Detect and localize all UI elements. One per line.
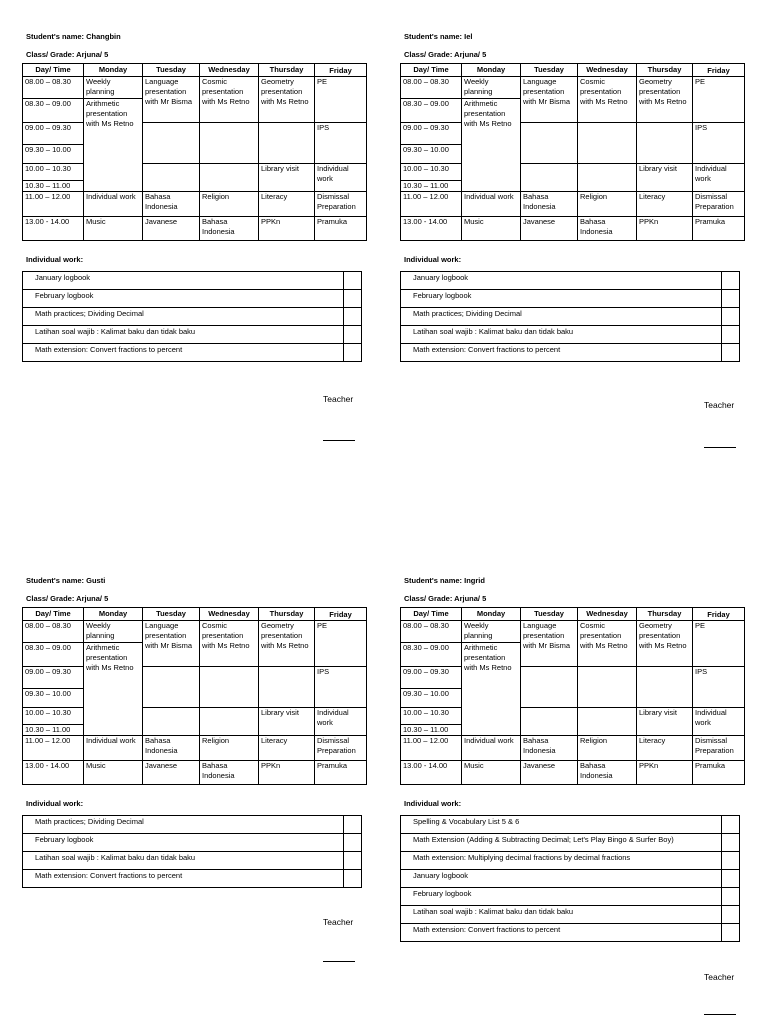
- schedule-header-row: [23, 64, 367, 77]
- cell-ips: IPS: [693, 123, 745, 164]
- cell-bahasa-indonesia: Bahasa Indonesia: [521, 736, 578, 761]
- time-cell: 09.00 – 09.30: [23, 123, 84, 145]
- teacher-label: Teacher: [323, 917, 354, 927]
- work-item: Latihan soal wajib : Kalimat baku dan tidak baku: [23, 326, 344, 344]
- cell-empty: [521, 123, 578, 164]
- student-name: Iel: [464, 32, 473, 41]
- class-grade-line: [26, 594, 390, 604]
- time-cell: 09.00 – 09.30: [401, 123, 462, 145]
- cell-empty: [143, 164, 200, 192]
- cell-library-visit: Library visit: [637, 708, 693, 736]
- student-name-line: [26, 32, 390, 42]
- cell-ppkn: PPKn: [259, 217, 315, 241]
- work-checkbox[interactable]: [722, 326, 740, 344]
- cell-arithmetic-presentation: Arithmetic presentation with Ms Retno: [84, 99, 143, 192]
- work-checkbox[interactable]: [344, 816, 362, 834]
- time-cell: 10.00 – 10.30: [23, 708, 84, 725]
- class-grade: Arjuna/ 5: [454, 594, 487, 603]
- individual-work-table: [400, 815, 740, 942]
- cell-individual-work: Individual work: [693, 708, 745, 736]
- work-item: Math Extension (Adding & Subtracting Decimal; Let's Play Bingo & Surfer Boy): [401, 834, 722, 852]
- header-thursday: Thursday: [259, 608, 315, 621]
- header-tuesday: Tuesday: [521, 64, 578, 77]
- time-cell: 09.00 – 09.30: [401, 667, 462, 689]
- work-row: [401, 906, 740, 924]
- cell-bahasa-indonesia: Bahasa Indonesia: [143, 192, 200, 217]
- cell-bahasa-indonesia: Bahasa Indonesia: [143, 736, 200, 761]
- cell-pramuka: Pramuka: [315, 761, 367, 785]
- cell-empty: [637, 667, 693, 708]
- work-checkbox[interactable]: [722, 906, 740, 924]
- schedule-row: [23, 123, 367, 145]
- cell-music: Music: [462, 217, 521, 241]
- work-checkbox[interactable]: [722, 852, 740, 870]
- cell-individual-work: Individual work: [84, 736, 143, 761]
- cell-music: Music: [84, 217, 143, 241]
- cell-individual-work: Individual work: [693, 164, 745, 192]
- cell-religion: Religion: [578, 736, 637, 761]
- header-monday: Monday: [462, 64, 521, 77]
- cell-individual-work: Individual work: [84, 192, 143, 217]
- individual-work-title: Individual work:: [26, 255, 84, 264]
- schedule-row: [401, 123, 745, 145]
- time-cell: 13.00 - 14.00: [23, 761, 84, 785]
- student-card: [22, 576, 390, 888]
- time-cell: 11.00 – 12.00: [401, 192, 462, 217]
- schedule-row: [23, 164, 367, 181]
- work-item: Latihan soal wajib : Kalimat baku dan tidak baku: [401, 906, 722, 924]
- schedule-row: [401, 761, 745, 785]
- work-item: Math practices; Dividing Decimal: [23, 816, 344, 834]
- work-checkbox[interactable]: [722, 344, 740, 362]
- cell-library-visit: Library visit: [259, 708, 315, 736]
- class-grade: Arjuna/ 5: [76, 594, 109, 603]
- schedule-row: [23, 621, 367, 643]
- individual-work-table: [22, 815, 362, 888]
- cell-ips: IPS: [693, 667, 745, 708]
- student-name: Changbin: [86, 32, 121, 41]
- cell-empty: [578, 667, 637, 708]
- student-name-label: Student's name:: [26, 576, 85, 585]
- work-row: [23, 852, 362, 870]
- work-item: Math extension: Convert fractions to percent: [401, 924, 722, 942]
- time-cell: 08.00 – 08.30: [23, 77, 84, 99]
- schedule-table: [400, 607, 745, 785]
- cell-language-presentation: Language presentation with Mr Bisma: [521, 621, 578, 667]
- signature-line: [323, 961, 355, 962]
- cell-dismissal-preparation: Dismissal Preparation: [693, 736, 745, 761]
- header-day-time: Day/ Time: [401, 64, 462, 77]
- work-item: February logbook: [401, 888, 722, 906]
- cell-arithmetic-presentation: Arithmetic presentation with Ms Retno: [462, 643, 521, 736]
- student-card: [400, 32, 768, 362]
- work-item: Math extension: Multiplying decimal fractions by decimal fractions: [401, 852, 722, 870]
- cell-library-visit: Library visit: [259, 164, 315, 192]
- cell-pe: PE: [315, 77, 367, 123]
- cell-pramuka: Pramuka: [315, 217, 367, 241]
- cell-language-presentation: Language presentation with Mr Bisma: [521, 77, 578, 123]
- time-cell: 10.30 – 11.00: [23, 725, 84, 736]
- work-item: Math practices; Dividing Decimal: [23, 308, 344, 326]
- work-checkbox[interactable]: [344, 290, 362, 308]
- time-cell: 10.30 – 11.00: [401, 181, 462, 192]
- cell-bahasa-indonesia: Bahasa Indonesia: [578, 761, 637, 785]
- schedule-row: [23, 708, 367, 725]
- schedule-row: [23, 217, 367, 241]
- class-grade: Arjuna/ 5: [76, 50, 109, 59]
- work-row: [23, 816, 362, 834]
- header-day-time: Day/ Time: [23, 64, 84, 77]
- cell-empty: [200, 123, 259, 164]
- cell-literacy: Literacy: [259, 192, 315, 217]
- work-item: February logbook: [23, 834, 344, 852]
- work-checkbox[interactable]: [344, 272, 362, 290]
- student-name-line: [26, 576, 390, 586]
- schedule-header-row: [23, 608, 367, 621]
- class-grade-label: Class/ Grade:: [404, 594, 453, 603]
- work-checkbox[interactable]: [722, 290, 740, 308]
- work-item: January logbook: [401, 870, 722, 888]
- cell-javanese: Javanese: [521, 761, 578, 785]
- header-wednesday: Wednesday: [578, 608, 637, 621]
- work-item: February logbook: [23, 290, 344, 308]
- work-row: [401, 272, 740, 290]
- individual-work-title: Individual work:: [26, 799, 84, 808]
- schedule-row: [401, 77, 745, 99]
- time-cell: 10.30 – 11.00: [401, 725, 462, 736]
- cell-individual-work: Individual work: [462, 736, 521, 761]
- cell-language-presentation: Language presentation with Mr Bisma: [143, 621, 200, 667]
- time-cell: 11.00 – 12.00: [401, 736, 462, 761]
- individual-work-title: Individual work:: [404, 799, 462, 808]
- time-cell: 08.30 – 09.00: [401, 99, 462, 123]
- cell-empty: [259, 123, 315, 164]
- schedule-row: [23, 736, 367, 761]
- time-cell: 11.00 – 12.00: [23, 192, 84, 217]
- cell-javanese: Javanese: [143, 761, 200, 785]
- header-monday: Monday: [84, 608, 143, 621]
- time-cell: 08.30 – 09.00: [23, 99, 84, 123]
- header-thursday: Thursday: [637, 608, 693, 621]
- time-cell: 09.30 – 10.00: [23, 145, 84, 164]
- cell-ips: IPS: [315, 123, 367, 164]
- individual-work-title: Individual work:: [404, 255, 462, 264]
- cell-pramuka: Pramuka: [693, 761, 745, 785]
- header-friday: Friday: [315, 64, 367, 77]
- student-name: Gusti: [86, 576, 106, 585]
- work-row: [401, 924, 740, 942]
- cell-empty: [143, 123, 200, 164]
- header-monday: Monday: [462, 608, 521, 621]
- teacher-label: Teacher: [323, 394, 354, 404]
- schedule-slot: [22, 607, 390, 785]
- schedule-row: [23, 667, 367, 689]
- class-grade-line: [404, 50, 768, 60]
- work-row: [401, 344, 740, 362]
- cell-dismissal-preparation: Dismissal Preparation: [315, 192, 367, 217]
- student-name-label: Student's name:: [404, 32, 463, 41]
- header-day-time: Day/ Time: [401, 608, 462, 621]
- header-thursday: Thursday: [637, 64, 693, 77]
- cell-javanese: Javanese: [143, 217, 200, 241]
- cell-empty: [521, 667, 578, 708]
- time-cell: 08.00 – 08.30: [23, 621, 84, 643]
- cell-empty: [521, 708, 578, 736]
- cell-empty: [578, 123, 637, 164]
- cell-geometry-presentation: Geometry presentation with Ms Retno: [259, 621, 315, 667]
- student-name: Ingrid: [464, 576, 485, 585]
- time-cell: 10.00 – 10.30: [23, 164, 84, 181]
- schedule-row: [401, 708, 745, 725]
- cell-arithmetic-presentation: Arithmetic presentation with Ms Retno: [462, 99, 521, 192]
- schedule-slot: [22, 63, 390, 241]
- cell-language-presentation: Language presentation with Mr Bisma: [143, 77, 200, 123]
- work-row: [23, 834, 362, 852]
- student-name-line: [404, 32, 768, 42]
- work-row: [401, 834, 740, 852]
- cell-empty: [521, 164, 578, 192]
- work-row: [23, 290, 362, 308]
- cell-pramuka: Pramuka: [693, 217, 745, 241]
- schedule-row: [401, 621, 745, 643]
- cell-javanese: Javanese: [521, 217, 578, 241]
- cell-bahasa-indonesia: Bahasa Indonesia: [521, 192, 578, 217]
- schedule-row: [23, 192, 367, 217]
- cell-ppkn: PPKn: [637, 761, 693, 785]
- individual-work-table: [400, 271, 740, 362]
- work-row: [401, 852, 740, 870]
- cell-cosmic-presentation: Cosmic presentation with Ms Retno: [200, 77, 259, 123]
- work-row: [23, 308, 362, 326]
- cell-empty: [143, 708, 200, 736]
- header-wednesday: Wednesday: [200, 64, 259, 77]
- schedule-header-row: [401, 608, 745, 621]
- time-cell: 09.30 – 10.00: [401, 145, 462, 164]
- work-row: [401, 290, 740, 308]
- cell-empty: [143, 667, 200, 708]
- header-monday: Monday: [84, 64, 143, 77]
- time-cell: 09.30 – 10.00: [23, 689, 84, 708]
- cell-weekly-planning: Weekly planning: [462, 77, 521, 99]
- cell-individual-work: Individual work: [315, 164, 367, 192]
- work-item: January logbook: [23, 272, 344, 290]
- cell-empty: [259, 667, 315, 708]
- work-checkbox[interactable]: [344, 326, 362, 344]
- student-card: [22, 32, 390, 362]
- cell-cosmic-presentation: Cosmic presentation with Ms Retno: [578, 77, 637, 123]
- schedule-table: [22, 607, 367, 785]
- time-cell: 08.30 – 09.00: [401, 643, 462, 667]
- schedule-row: [23, 761, 367, 785]
- time-cell: 13.00 - 14.00: [401, 761, 462, 785]
- cell-religion: Religion: [578, 192, 637, 217]
- schedule-row: [23, 77, 367, 99]
- class-grade-label: Class/ Grade:: [404, 50, 453, 59]
- cell-weekly-planning: Weekly planning: [84, 621, 143, 643]
- cell-dismissal-preparation: Dismissal Preparation: [693, 192, 745, 217]
- teacher-label: Teacher: [704, 400, 735, 410]
- work-row: [401, 870, 740, 888]
- work-checkbox[interactable]: [722, 308, 740, 326]
- time-cell: 10.30 – 11.00: [23, 181, 84, 192]
- work-row: [401, 326, 740, 344]
- cell-religion: Religion: [200, 736, 259, 761]
- header-friday: Friday: [693, 64, 745, 77]
- cell-ips: IPS: [315, 667, 367, 708]
- cell-individual-work: Individual work: [462, 192, 521, 217]
- signature-line: [704, 447, 736, 448]
- cell-pe: PE: [693, 621, 745, 667]
- work-checkbox[interactable]: [344, 308, 362, 326]
- work-checkbox[interactable]: [722, 834, 740, 852]
- cell-pe: PE: [693, 77, 745, 123]
- cell-ppkn: PPKn: [637, 217, 693, 241]
- schedule-row: [401, 736, 745, 761]
- header-friday: Friday: [315, 608, 367, 621]
- header-tuesday: Tuesday: [143, 608, 200, 621]
- schedule-table: [22, 63, 367, 241]
- work-row: [401, 816, 740, 834]
- student-name-label: Student's name:: [404, 576, 463, 585]
- schedule-row: [401, 217, 745, 241]
- header-tuesday: Tuesday: [521, 608, 578, 621]
- signature-line: [323, 440, 355, 441]
- work-item: Latihan soal wajib : Kalimat baku dan tidak baku: [23, 852, 344, 870]
- cell-bahasa-indonesia: Bahasa Indonesia: [200, 761, 259, 785]
- cell-empty: [578, 164, 637, 192]
- work-item: Math extension: Convert fractions to percent: [23, 344, 344, 362]
- cell-empty: [200, 164, 259, 192]
- header-friday: Friday: [693, 608, 745, 621]
- cell-individual-work: Individual work: [315, 708, 367, 736]
- cell-geometry-presentation: Geometry presentation with Ms Retno: [259, 77, 315, 123]
- individual-work-table: [22, 271, 362, 362]
- cell-weekly-planning: Weekly planning: [462, 621, 521, 643]
- cell-library-visit: Library visit: [637, 164, 693, 192]
- time-cell: 13.00 - 14.00: [23, 217, 84, 241]
- work-checkbox[interactable]: [722, 888, 740, 906]
- work-row: [401, 888, 740, 906]
- schedule-slot: [400, 607, 768, 785]
- work-checkbox[interactable]: [722, 870, 740, 888]
- class-grade-line: [26, 50, 390, 60]
- header-thursday: Thursday: [259, 64, 315, 77]
- cell-arithmetic-presentation: Arithmetic presentation with Ms Retno: [84, 643, 143, 736]
- time-cell: 10.00 – 10.30: [401, 164, 462, 181]
- cell-literacy: Literacy: [637, 736, 693, 761]
- schedule-row: [401, 192, 745, 217]
- work-checkbox[interactable]: [344, 834, 362, 852]
- cell-empty: [578, 708, 637, 736]
- header-wednesday: Wednesday: [200, 608, 259, 621]
- work-row: [23, 344, 362, 362]
- signature-line: [704, 1014, 736, 1015]
- time-cell: 08.00 – 08.30: [401, 77, 462, 99]
- work-row: [23, 870, 362, 888]
- student-name-line: [404, 576, 768, 586]
- cell-music: Music: [84, 761, 143, 785]
- work-checkbox[interactable]: [722, 816, 740, 834]
- work-row: [401, 308, 740, 326]
- time-cell: 09.30 – 10.00: [401, 689, 462, 708]
- time-cell: 10.00 – 10.30: [401, 708, 462, 725]
- schedule-row: [401, 164, 745, 181]
- header-wednesday: Wednesday: [578, 64, 637, 77]
- cell-bahasa-indonesia: Bahasa Indonesia: [200, 217, 259, 241]
- work-checkbox[interactable]: [344, 344, 362, 362]
- time-cell: 11.00 – 12.00: [23, 736, 84, 761]
- cell-cosmic-presentation: Cosmic presentation with Ms Retno: [578, 621, 637, 667]
- work-item: Latihan soal wajib : Kalimat baku dan tidak baku: [401, 326, 722, 344]
- cell-geometry-presentation: Geometry presentation with Ms Retno: [637, 621, 693, 667]
- schedule-table: [400, 63, 745, 241]
- cell-weekly-planning: Weekly planning: [84, 77, 143, 99]
- cell-literacy: Literacy: [637, 192, 693, 217]
- teacher-label: Teacher: [704, 972, 735, 982]
- cell-empty: [200, 667, 259, 708]
- work-checkbox[interactable]: [344, 870, 362, 888]
- work-item: Math extension: Convert fractions to percent: [401, 344, 722, 362]
- work-row: [23, 326, 362, 344]
- student-card: [400, 576, 768, 942]
- class-grade-label: Class/ Grade:: [26, 594, 75, 603]
- header-day-time: Day/ Time: [23, 608, 84, 621]
- cell-geometry-presentation: Geometry presentation with Ms Retno: [637, 77, 693, 123]
- cell-ppkn: PPKn: [259, 761, 315, 785]
- time-cell: 13.00 - 14.00: [401, 217, 462, 241]
- header-tuesday: Tuesday: [143, 64, 200, 77]
- time-cell: 09.00 – 09.30: [23, 667, 84, 689]
- work-item: January logbook: [401, 272, 722, 290]
- cell-pe: PE: [315, 621, 367, 667]
- work-item: Math extension: Convert fractions to percent: [23, 870, 344, 888]
- cell-music: Music: [462, 761, 521, 785]
- time-cell: 08.00 – 08.30: [401, 621, 462, 643]
- class-grade-line: [404, 594, 768, 604]
- schedule-row: [401, 667, 745, 689]
- work-checkbox[interactable]: [344, 852, 362, 870]
- cell-religion: Religion: [200, 192, 259, 217]
- class-grade: Arjuna/ 5: [454, 50, 487, 59]
- schedule-slot: [400, 63, 768, 241]
- cell-bahasa-indonesia: Bahasa Indonesia: [578, 217, 637, 241]
- student-name-label: Student's name:: [26, 32, 85, 41]
- work-row: [23, 272, 362, 290]
- schedule-header-row: [401, 64, 745, 77]
- work-item: February logbook: [401, 290, 722, 308]
- work-checkbox[interactable]: [722, 272, 740, 290]
- class-grade-label: Class/ Grade:: [26, 50, 75, 59]
- cell-literacy: Literacy: [259, 736, 315, 761]
- work-checkbox[interactable]: [722, 924, 740, 942]
- cell-cosmic-presentation: Cosmic presentation with Ms Retno: [200, 621, 259, 667]
- work-item: Math practices; Dividing Decimal: [401, 308, 722, 326]
- cell-empty: [637, 123, 693, 164]
- cell-dismissal-preparation: Dismissal Preparation: [315, 736, 367, 761]
- time-cell: 08.30 – 09.00: [23, 643, 84, 667]
- work-item: Spelling & Vocabulary List 5 & 6: [401, 816, 722, 834]
- cell-empty: [200, 708, 259, 736]
